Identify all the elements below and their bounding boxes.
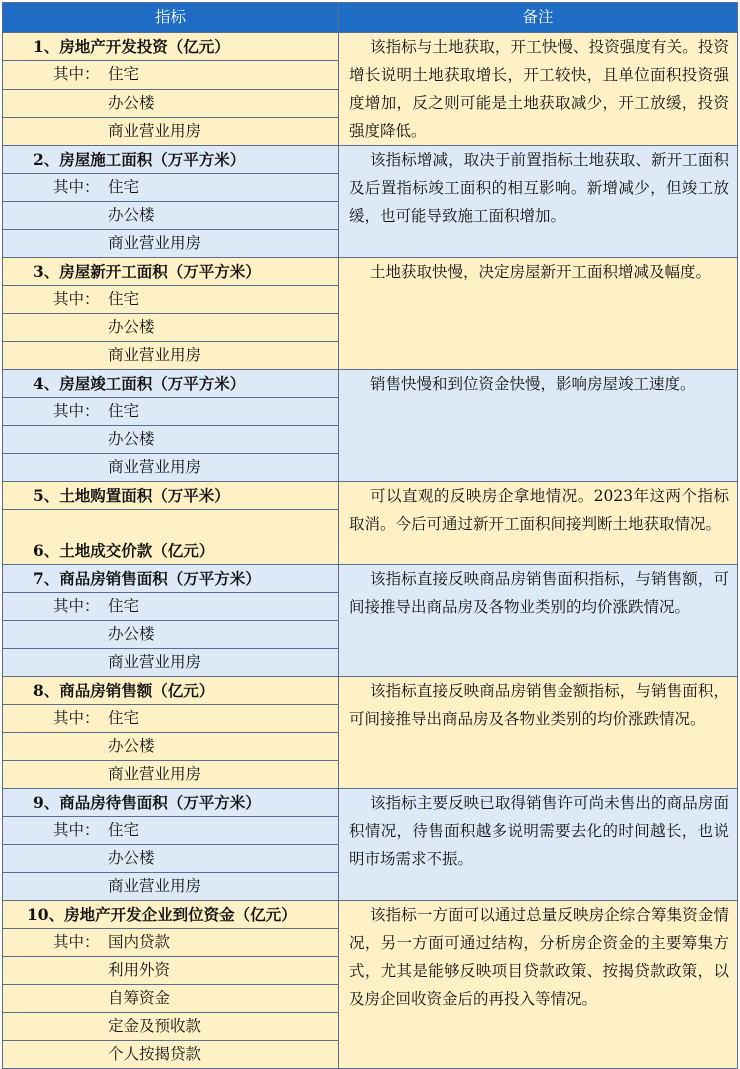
sub-item-label: 商业营业用房 — [3, 454, 339, 482]
sub-item-label: 办公楼 — [3, 314, 339, 342]
section-title-row — [3, 565, 738, 593]
sub-item-label: 办公楼 — [3, 426, 339, 454]
section-note: 该指标与土地获取，开工快慢、投资强度有关。投资增长说明土地获取增长，开工较快，且单位面积投资强度增加，反之则可能是土地获取减少，开工放缓，投资强度降低。 — [339, 33, 738, 146]
sub-item-label: 住宅 — [108, 290, 140, 308]
section-title: 4、房屋竣工面积（万平方米） — [3, 370, 339, 398]
section-title-row — [3, 33, 738, 61]
section-title: 3、房屋新开工面积（万平方米） — [3, 258, 339, 286]
sub-item-first — [3, 817, 339, 845]
sub-item-label: 住宅 — [108, 709, 140, 727]
section-title: 5、土地购置面积（万平米） — [3, 482, 339, 510]
sub-item-first — [3, 398, 339, 426]
section-note: 土地获取快慢，决定房屋新开工面积增减及幅度。 — [339, 258, 738, 370]
sub-item-label: 住宅 — [108, 597, 140, 615]
sub-item-label: 住宅 — [108, 65, 140, 84]
sub-item-first — [3, 286, 339, 314]
sub-item-label: 个人按揭贷款 — [3, 1041, 339, 1069]
section-note: 该指标直接反映商品房销售面积指标，与销售额，可间接推导出商品房及各物业类别的均价涨跌情况。 — [339, 565, 738, 677]
sub-item-prefix: 其中： — [53, 597, 100, 615]
section-title-row — [3, 146, 738, 174]
sub-item-label: 商业营业用房 — [3, 649, 339, 677]
section-title-row — [3, 258, 738, 286]
sub-item-label: 商业营业用房 — [3, 342, 339, 370]
sub-item-first — [3, 929, 339, 957]
header-note: 备注 — [339, 3, 738, 33]
sub-item-prefix: 其中： — [53, 402, 100, 420]
sub-item-label: 利用外资 — [3, 957, 339, 985]
sub-item-label: 住宅 — [108, 402, 140, 420]
sub-item-label: 商业营业用房 — [3, 230, 339, 258]
section-title: 6、土地成交价款（亿元） — [3, 510, 339, 565]
sub-item-label: 办公楼 — [3, 733, 339, 761]
sub-item-first — [3, 61, 339, 89]
sub-item-first — [3, 593, 339, 621]
section-title: 8、商品房销售额（亿元） — [3, 677, 339, 705]
section-title: 2、房屋施工面积（万平方米） — [3, 146, 339, 174]
sub-item-label: 国内贷款 — [108, 933, 171, 951]
sub-item-first — [3, 705, 339, 733]
sub-item-prefix: 其中： — [53, 65, 100, 84]
section-title: 9、商品房待售面积（万平方米） — [3, 789, 339, 817]
section-title: 1、房地产开发投资（亿元） — [3, 33, 339, 61]
sub-item-label: 办公楼 — [3, 621, 339, 649]
sub-item-label: 办公楼 — [3, 845, 339, 873]
sub-item-label: 商业营业用房 — [3, 117, 339, 145]
sub-item-prefix: 其中： — [53, 290, 100, 308]
sub-item-prefix: 其中： — [53, 178, 100, 196]
section-title-row — [3, 482, 738, 510]
section-note: 可以直观的反映房企拿地情况。2023年这两个指标取消。今后可通过新开工面积间接判断土地获取情况。 — [339, 482, 738, 565]
section-title-row — [3, 901, 738, 929]
sub-item-prefix: 其中： — [53, 933, 100, 951]
sub-item-first — [3, 174, 339, 202]
sub-item-prefix: 其中： — [53, 821, 100, 839]
sub-item-label: 商业营业用房 — [3, 873, 339, 901]
table-body — [3, 33, 738, 1069]
section-title: 10、房地产开发企业到位资金（亿元） — [3, 901, 339, 929]
section-note: 该指标主要反映已取得销售许可尚未售出的商品房面积情况，待售面积越多说明需要去化的时间越长，也说明市场需求不振。 — [339, 789, 738, 901]
section-note: 该指标增减，取决于前置指标土地获取、新开工面积及后置指标竣工面积的相互影响。新增减少，但竣工放缓，也可能导致施工面积增加。 — [339, 146, 738, 258]
sub-item-label: 办公楼 — [3, 89, 339, 117]
section-title: 7、商品房销售面积（万平方米） — [3, 565, 339, 593]
sub-item-label: 自筹资金 — [3, 985, 339, 1013]
indicator-table — [2, 2, 738, 1069]
sub-item-label: 定金及预收款 — [3, 1013, 339, 1041]
section-title-row — [3, 370, 738, 398]
section-note: 该指标直接反映商品房销售金额指标，与销售面积，可间接推导出商品房及各物业类别的均价涨跌情况。 — [339, 677, 738, 789]
sub-item-label: 办公楼 — [3, 202, 339, 230]
section-note: 销售快慢和到位资金快慢，影响房屋竣工速度。 — [339, 370, 738, 482]
sub-item-label: 住宅 — [108, 178, 140, 196]
header-row — [3, 3, 738, 33]
sub-item-prefix: 其中： — [53, 709, 100, 727]
sub-item-label: 住宅 — [108, 821, 140, 839]
header-indicator: 指标 — [3, 3, 339, 33]
section-title-row — [3, 789, 738, 817]
section-title-row — [3, 677, 738, 705]
sub-item-label: 商业营业用房 — [3, 761, 339, 789]
section-note: 该指标一方面可以通过总量反映房企综合筹集资金情况，另一方面可通过结构，分析房企资金的主要筹集方式，尤其是能够反映项目贷款政策、按揭贷款政策，以及房企回收资金后的再投入等情况。 — [339, 901, 738, 1069]
